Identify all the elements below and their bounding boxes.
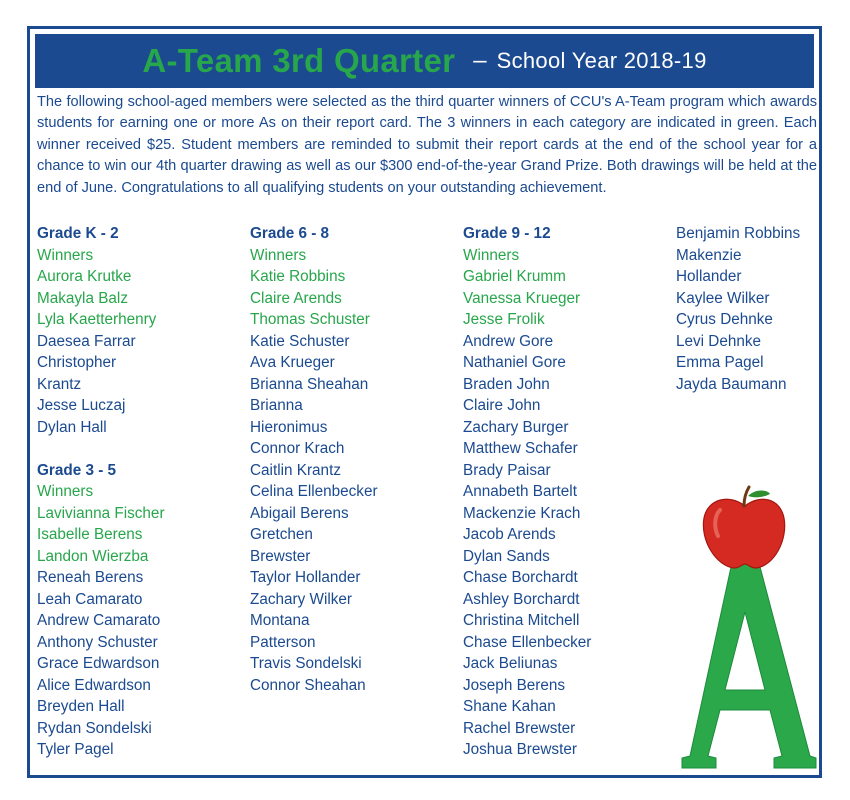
member-name: Levi Dehnke <box>676 332 762 350</box>
member-name: Rachel Brewster <box>463 719 576 737</box>
winner-name: Aurora Krutke <box>37 268 132 285</box>
member-name: Leah Camarato <box>37 590 143 608</box>
grade-k2-heading: Grade K - 2 <box>37 225 119 242</box>
member-name: Cyrus Dehnke <box>676 311 773 328</box>
grade-68-heading: Grade 6 - 8 <box>250 225 330 242</box>
member-name: Claire John <box>463 397 541 414</box>
member-name: Matthew Schafer <box>463 440 578 457</box>
winner-name: Makayla Balz <box>37 289 128 307</box>
winner-name: Landon Wierzba <box>37 547 149 565</box>
column-2 <box>250 223 455 696</box>
member-name: Brewster <box>250 547 311 565</box>
intro-paragraph: The following school-aged members were selected as the third quarter winners of CCU's A-Team program which awards students for earning one or more As on their report card. The 3 winners in each category are indicated in green. Each winner received $25. Student members are reminded to submit their report cards at the end of the school year for a chance to win our 4th quarter drawing as well as our $300 end-of-the-year Grand Prize. Both drawings will be held at the end of June. Congratulations to all qualifying students on your outstanding achievement. <box>37 94 817 196</box>
winner-name: Katie Robbins <box>250 268 346 285</box>
page-title: A-Team 3rd Quarter <box>142 42 456 79</box>
member-name: Ava Krueger <box>250 354 335 371</box>
member-name: Zachary Wilker <box>250 590 352 608</box>
member-name: Travis Sondelski <box>250 655 362 672</box>
member-name: Christopher <box>37 354 117 371</box>
grade-k2-winners-label: Winners <box>37 246 94 264</box>
member-name: Krantz <box>37 375 82 393</box>
page-subtitle: School Year 2018-19 <box>496 48 707 73</box>
member-name: Gretchen <box>250 526 313 543</box>
winner-name: Isabelle Berens <box>37 526 143 543</box>
column-3 <box>463 223 668 761</box>
member-name: Ashley Borchardt <box>463 590 580 608</box>
member-name: Reneah Berens <box>37 569 144 586</box>
member-name: Benjamin Robbins <box>676 225 801 242</box>
member-name: Annabeth Bartelt <box>463 483 577 500</box>
member-name: Jack Beliunas <box>463 655 558 672</box>
winner-name: Gabriel Krumm <box>463 268 566 285</box>
member-name: Celina Ellenbecker <box>250 483 378 500</box>
member-name: Caitlin Krantz <box>250 461 341 479</box>
winner-name: Vanessa Krueger <box>463 289 581 307</box>
member-name: Brady Paisar <box>463 461 551 479</box>
grade-68-winners-label: Winners <box>250 246 307 264</box>
member-name: Jayda Baumann <box>676 375 787 393</box>
member-name: Shane Kahan <box>463 698 556 715</box>
member-name: Mackenzie Krach <box>463 504 581 522</box>
member-name: Braden John <box>463 375 550 393</box>
member-name: Connor Sheahan <box>250 676 366 694</box>
member-name: Brianna <box>250 397 303 414</box>
winner-name: Jesse Frolik <box>463 311 545 328</box>
flyer-frame <box>27 26 822 778</box>
member-name: Makenzie <box>676 246 742 264</box>
grade-912-winners-label: Winners <box>463 246 520 264</box>
member-name: Christina Mitchell <box>463 612 580 629</box>
member-name: Andrew Gore <box>463 332 554 350</box>
grade-912-heading: Grade 9 - 12 <box>463 225 551 242</box>
letter-a-icon <box>682 544 816 768</box>
member-name: Kaylee Wilker <box>676 289 770 307</box>
apple-icon <box>703 487 784 568</box>
member-name: Katie Schuster <box>250 332 350 350</box>
member-name: Connor Krach <box>250 440 345 457</box>
member-name: Montana <box>250 612 310 629</box>
member-name: Daesea Farrar <box>37 332 136 350</box>
member-name: Dylan Hall <box>37 418 107 436</box>
member-name: Grace Edwardson <box>37 655 160 672</box>
member-name: Brianna Sheahan <box>250 375 369 393</box>
member-name: Chase Ellenbecker <box>463 633 592 651</box>
member-name: Patterson <box>250 633 316 651</box>
winner-name: Lyla Kaetterhenry <box>37 311 157 328</box>
member-name: Dylan Sands <box>463 547 550 565</box>
member-name: Zachary Burger <box>463 418 569 436</box>
winner-name: Claire Arends <box>250 289 342 307</box>
section-gap <box>37 438 242 460</box>
grade-35-winners-label: Winners <box>37 483 94 500</box>
member-name: Nathaniel Gore <box>463 354 566 371</box>
member-name: Joshua Brewster <box>463 741 577 758</box>
winner-name: Lavivianna Fischer <box>37 504 165 522</box>
member-name: Abigail Berens <box>250 504 349 522</box>
member-name: Joseph Berens <box>463 676 566 694</box>
winner-name: Thomas Schuster <box>250 311 370 328</box>
member-name: Breyden Hall <box>37 698 125 715</box>
grade-35-heading: Grade 3 - 5 <box>37 461 117 479</box>
member-name: Tyler Pagel <box>37 741 114 758</box>
member-name: Hollander <box>676 268 742 285</box>
member-name: Alice Edwardson <box>37 676 151 694</box>
column-4 <box>676 223 850 395</box>
title-banner <box>35 34 814 88</box>
column-1 <box>37 223 242 761</box>
title-separator: – <box>473 47 487 74</box>
member-name: Emma Pagel <box>676 354 764 371</box>
member-name: Jacob Arends <box>463 526 556 543</box>
member-name: Andrew Camarato <box>37 612 161 629</box>
member-name: Chase Borchardt <box>463 569 578 586</box>
member-name: Rydan Sondelski <box>37 719 152 737</box>
member-name: Anthony Schuster <box>37 633 158 651</box>
member-name: Taylor Hollander <box>250 569 361 586</box>
member-name: Hieronimus <box>250 418 328 436</box>
apple-on-letter-a-icon <box>670 484 820 774</box>
member-name: Jesse Luczaj <box>37 397 126 414</box>
